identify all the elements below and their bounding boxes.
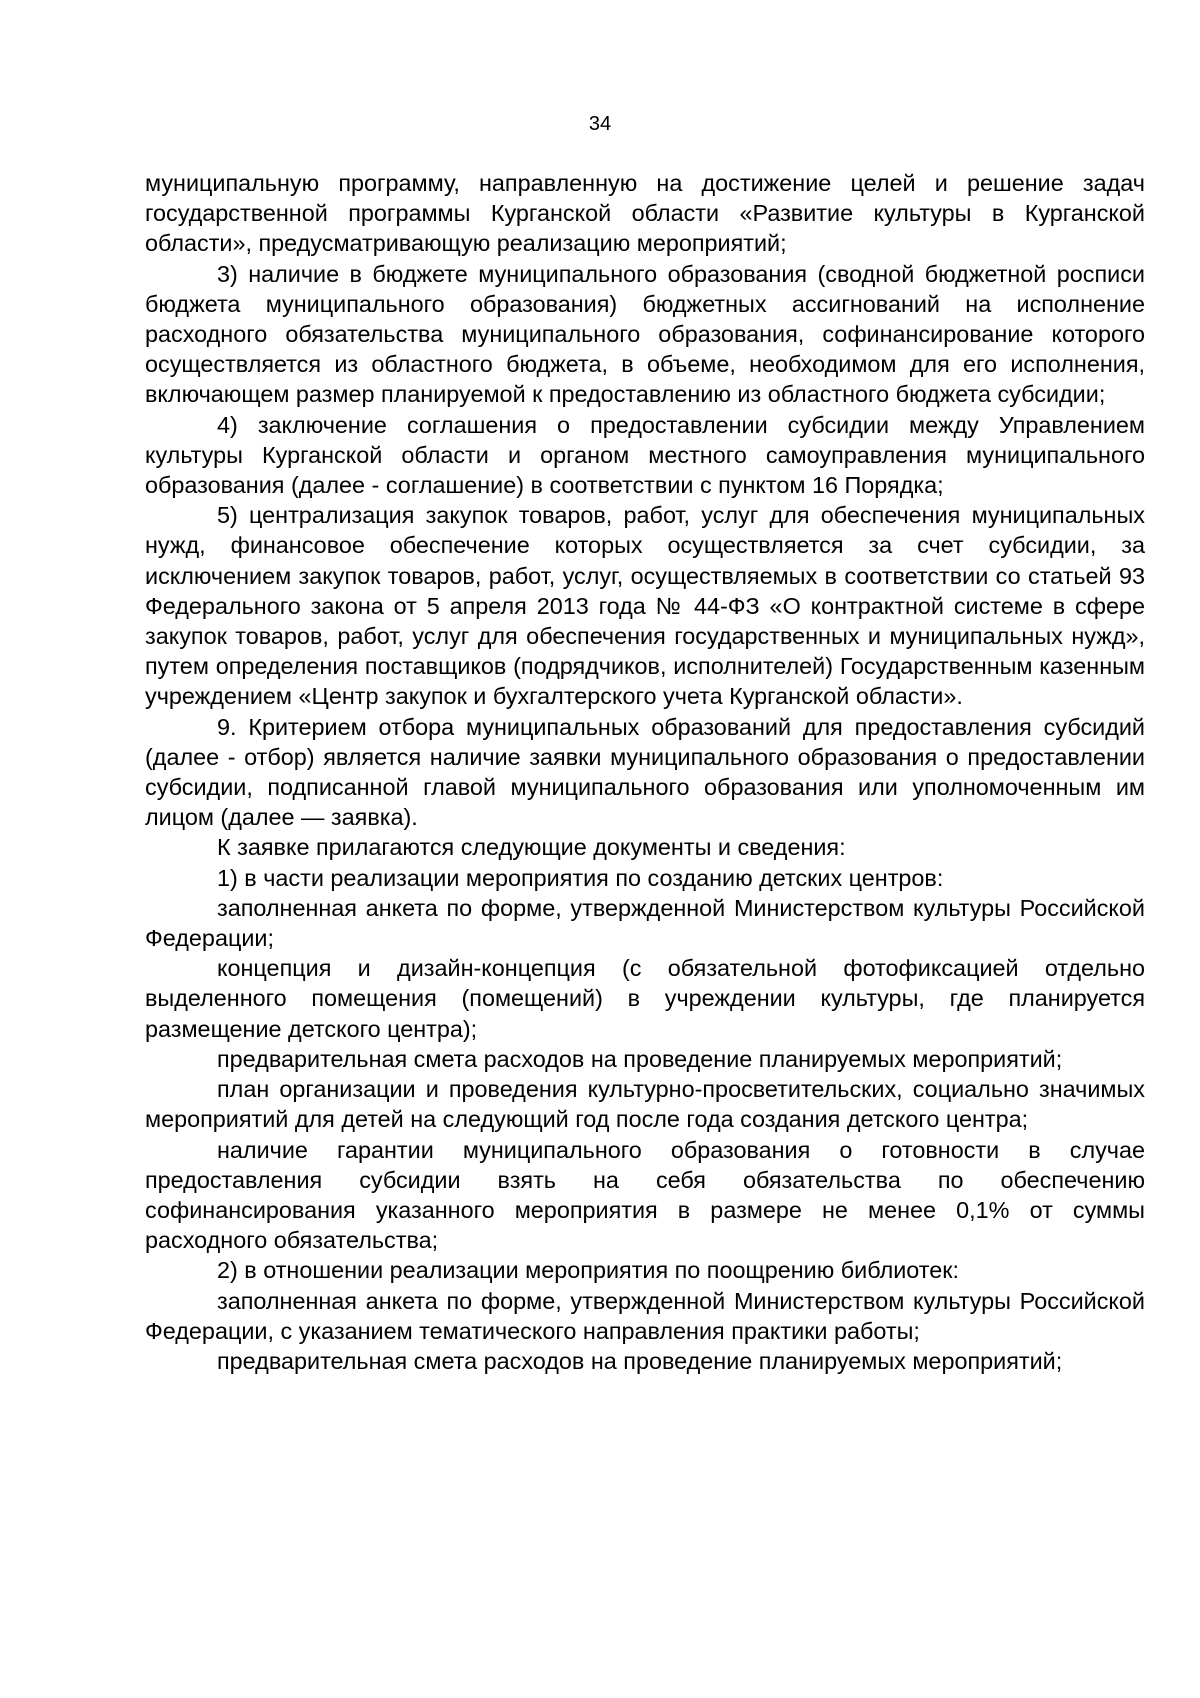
page-number: 34 <box>588 113 612 135</box>
paragraph-sub-2: 2) в отношении реализации мероприятия по поощрению библиотек: <box>217 1257 959 1284</box>
document-body <box>145 168 1145 1376</box>
paragraph-sub-1-questionnaire: заполненная анкета по форме, утвержденной Министерством культуры Российской Федерации; <box>145 894 1145 952</box>
paragraph-sub-2-estimate: предварительная смета расходов на проведение планируемых мероприятий; <box>217 1347 1063 1374</box>
paragraph-sub-1-estimate: предварительная смета расходов на проведение планируемых мероприятий; <box>217 1045 1063 1072</box>
paragraph-sub-1: 1) в части реализации мероприятия по созданию детских центров: <box>217 864 944 891</box>
paragraph-item-5: 5) централизация закупок товаров, работ, услуг для обеспечения муниципальных нужд, финансовое обеспечение которых осуществляется за счет субсидии, за исключением закупок товаров, работ, услуг, осуществляемых в соответствии со статьей 93 Федерального закона от 5 апреля 2013 года № 44-ФЗ «О контрактной системе в сфере закупок товаров, работ, услуг для обеспечения государственных и муниципальных нужд», путем определения поставщиков (подрядчиков, исполнителей) Государственным казенным учреждением «Центр закупок и бухгалтерского учета Курганской области». <box>145 502 1145 710</box>
paragraph-sub-1-plan: план организации и проведения культурно-просветительских, социально значимых мероприятий для детей на следующий год после года создания детского центра; <box>145 1076 1145 1133</box>
paragraph-sub-2-questionnaire: заполненная анкета по форме, утвержденной Министерством культуры Российской Федерации, с указанием тематического направления практики работы; <box>145 1287 1145 1344</box>
paragraph-attachments-intro: К заявке прилагаются следующие документы и сведения: <box>217 834 846 861</box>
paragraph-section-9: 9. Критерием отбора муниципальных образований для предоставления субсидий (далее - отбор) является наличие заявки муниципального образования о предоставлении субсидии, подписанной главой муниципального образования или уполномоченным им лицом (далее — заявка). <box>145 713 1145 831</box>
paragraph-item-4: 4) заключение соглашения о предоставлении субсидии между Управлением культуры Курганской области и органом местного самоуправления муниципального образования (далее - соглашение) в соответствии с пунктом 16 Порядка; <box>145 411 1145 499</box>
paragraph-sub-1-guarantee: наличие гарантии муниципального образования о готовности в случае предоставления субсидии взять на себя обязательства по обеспечению софинансирования указанного мероприятия в размере не менее 0,1% от суммы расходного обязательства; <box>145 1136 1145 1254</box>
paragraph-continuation: муниципальную программу, направленную на достижение целей и решение задач государственной программы Курганской области «Развитие культуры в Курганской области», предусматривающую реализацию мероприятий; <box>145 170 1145 257</box>
paragraph-item-3: 3) наличие в бюджете муниципального образования (сводной бюджетной росписи бюджета муниципального образования) бюджетных ассигнований на исполнение расходного обязательства муниципального образования, софинансирование которого осуществляется из областного бюджета, в объеме, необходимом для его исполнения, включающем размер планируемой к предоставлению из областного бюджета субсидии; <box>145 260 1145 408</box>
paragraph-sub-1-concept: концепция и дизайн-концепция (с обязательной фотофиксацией отдельно выделенного помещения (помещений) в учреждении культуры, где планируется размещение детского центра); <box>145 955 1145 1042</box>
